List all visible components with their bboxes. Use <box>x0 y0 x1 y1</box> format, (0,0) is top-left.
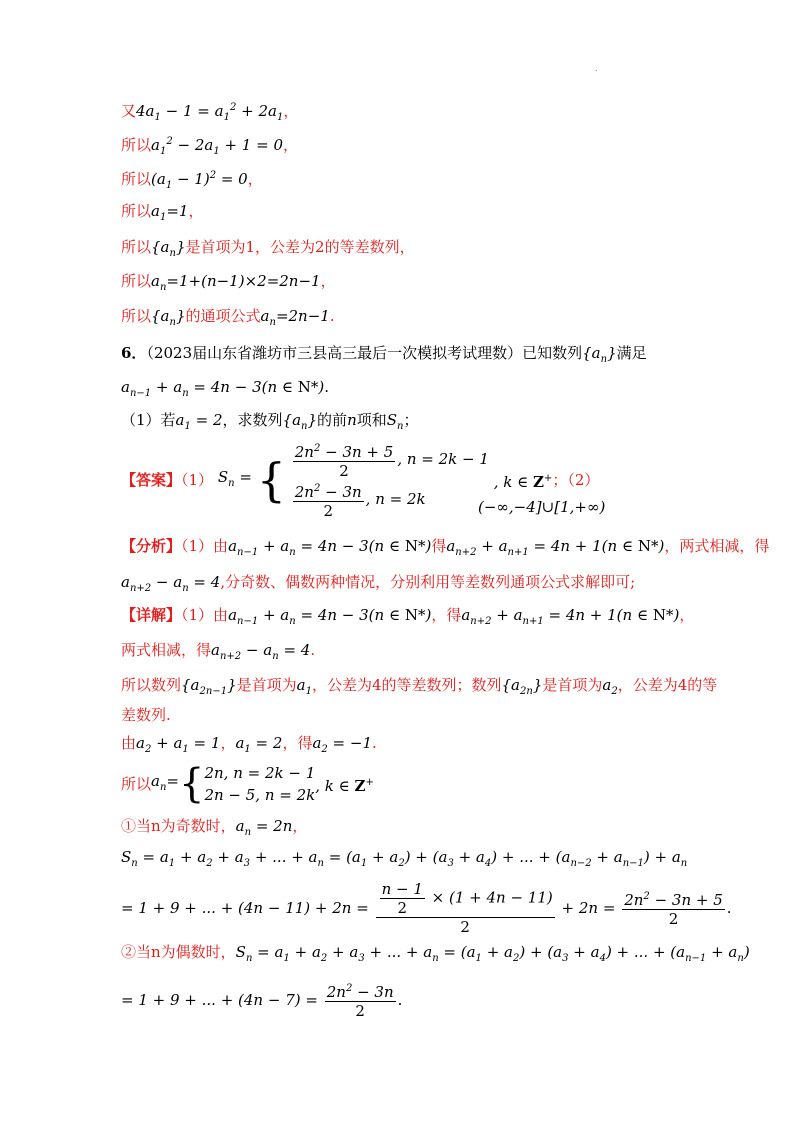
text: 所以数列 <box>121 676 182 694</box>
text: 所以 <box>121 307 152 325</box>
detail-line-4 <box>121 704 171 726</box>
text: 所以 <box>121 775 152 793</box>
text: 的通项公式 <box>185 307 261 325</box>
text: 是首项为 <box>542 676 603 694</box>
answer-block: 【答案】（1） $S_n$ = { $\frac{2n^2 - 3n + 5}{2}$ , n = 2k − 1 $\frac{2n^2 - 3n}{2}$ , n = 2k , k ∈ Z+；（2） <box>121 440 599 520</box>
detail-line-1: 【详解】（1）由$a_{n-1} + a_n = 4n - 3(n$ ∈ N*)，得$a_{n+2} + a_{n+1} = 4n + 1(n$ ∈ N*)， <box>121 606 695 627</box>
text: ；（2） <box>552 471 600 489</box>
odd-sum-2: = 1 + 9 + ... + (4n − 11) + 2n = $\frac{n - 1}{2}$ × (1 + 4n − 11) 2 + 2n = $\frac{2n^2 - 3n + 5}{2}$ . <box>121 880 732 936</box>
solution-line-7: 所以$\{a_n\}$的通项公式$a_n=2n-1$. <box>121 307 335 328</box>
text: 所以 <box>121 170 152 188</box>
text: ，公差为4的等 <box>617 676 718 694</box>
solution-line-5: 所以$\{a_n\}$是首项为1，公差为2的等差数列， <box>121 238 415 259</box>
solution-line-1: 又$4a_1 - 1 = a_1^2 + 2a_1$， <box>121 102 299 123</box>
text: ②当n为偶数时， <box>121 943 236 961</box>
problem-source: （2023届山东省潍坊市三县高三最后一次模拟考试理数）已知数列 <box>146 344 583 362</box>
text: 所以 <box>121 202 152 220</box>
text: 两式相减，得 <box>121 641 212 659</box>
text: 由 <box>121 734 137 752</box>
problem-part-1: （1）若$a_1 = 2$，求数列$\{a_n\}$的前n项和$S_n$； <box>121 411 419 432</box>
odd-case: ①当n为奇数时，$a_n = 2n$， <box>121 817 308 838</box>
text: （1）若 <box>121 411 176 429</box>
text: 得 <box>431 537 447 555</box>
answer-label: 【答案】 <box>121 471 182 489</box>
text: ，求数列 <box>222 411 283 429</box>
text: ，得 <box>282 734 313 752</box>
problem-number: 6． <box>121 344 147 362</box>
even-case: ②当n为偶数时，$S_n = a_1 + a_2 + a_3$ + ... + $a_n = (a_1 + a_2) + (a_3 + a_4)$ + ... + $(a_{n-1} + a_n)$ <box>121 943 750 964</box>
detail-line-5: 由$a_2 + a_1 = 1$，$a_1 = 2$，得$a_2 = -1$. <box>121 734 377 755</box>
detail-line-6: 所以$a_n=${ 2n, n = 2k − 1 2n − 5, n = 2k , k ∈ Z+ <box>121 761 374 807</box>
analysis-label: 【分析】 <box>121 537 182 555</box>
text: ，公差为4的等差数列；数列 <box>311 676 502 694</box>
analysis-line-1: 【分析】（1）由$a_{n-1} + a_n = 4n - 3(n$ ∈ N*)得$a_{n+2} + a_{n+1} = 4n + 1(n$ ∈ N*)，两式相减，得 <box>121 537 770 558</box>
text: （1） <box>181 471 214 489</box>
text: 差数列. <box>121 706 171 724</box>
interval: (−∞,−4]∪[1,+∞) <box>478 498 606 516</box>
solution-line-2: 所以$a_1^2 - 2a_1 + 1 = 0$， <box>121 136 298 157</box>
text: ①当n为奇数时， <box>121 817 236 835</box>
text: ，得 <box>431 606 462 624</box>
solution-line-3: 所以$(a_1 - 1)^2 = 0$， <box>121 170 263 191</box>
text: （1）由 <box>181 606 229 624</box>
page-marker: . <box>595 64 598 73</box>
text: 是首项为 <box>236 676 297 694</box>
text: 是首项为1，公差为2的等差数列， <box>185 238 415 256</box>
problem-condition: $a_{n-1} + a_n = 4n - 3(n$ ∈ N*). <box>121 378 330 399</box>
text: 所以 <box>121 272 152 290</box>
text: 满足 <box>616 344 647 362</box>
text: ，两式相减，得 <box>664 537 770 555</box>
detail-line-3: 所以数列$\{a_{2n-1}\}$是首项为$a_1$，公差为4的等差数列；数列$\{a_{2n}\}$是首项为$a_2$，公差为4的等 <box>121 676 718 697</box>
odd-sum-1: $S_n = a_1 + a_2 + a_3$ + ... + $a_n = (a_1 + a_2) + (a_3 + a_4)$ + ... + $(a_{n-2} + a_{n-1}) + a_n$ <box>121 848 688 869</box>
text: 所以 <box>121 238 152 256</box>
analysis-line-2: $a_{n+2} - a_n = 4$,分奇数、偶数两种情况，分别利用等差数列通项公式求解即可; <box>121 573 636 594</box>
detail-line-2: 两式相减，得$a_{n+2} - a_n = 4$. <box>121 641 316 662</box>
problem-header: 6．（2023届山东省潍坊市三县高三最后一次模拟考试理数）已知数列$\{a_n\}$满足 <box>121 344 647 365</box>
text: 项和 <box>356 411 387 429</box>
answer-interval <box>478 496 605 518</box>
text: ,分奇数、偶数两种情况，分别利用等差数列通项公式求解即可; <box>220 573 636 591</box>
detail-label: 【详解】 <box>121 606 182 624</box>
text: （1）由 <box>181 537 229 555</box>
text: 又 <box>121 102 137 120</box>
text: 所以 <box>121 136 152 154</box>
text: ； <box>403 411 419 429</box>
text: 的前 <box>317 411 348 429</box>
even-sum: = 1 + 9 + ... + (4n − 7) = $\frac{2n^2 - 3n}{2}$ . <box>121 980 402 1020</box>
solution-line-6: 所以$a_n=1+(n-1)\times 2=2n-1$， <box>121 272 336 293</box>
solution-line-4: 所以$a_1=1$， <box>121 202 204 223</box>
